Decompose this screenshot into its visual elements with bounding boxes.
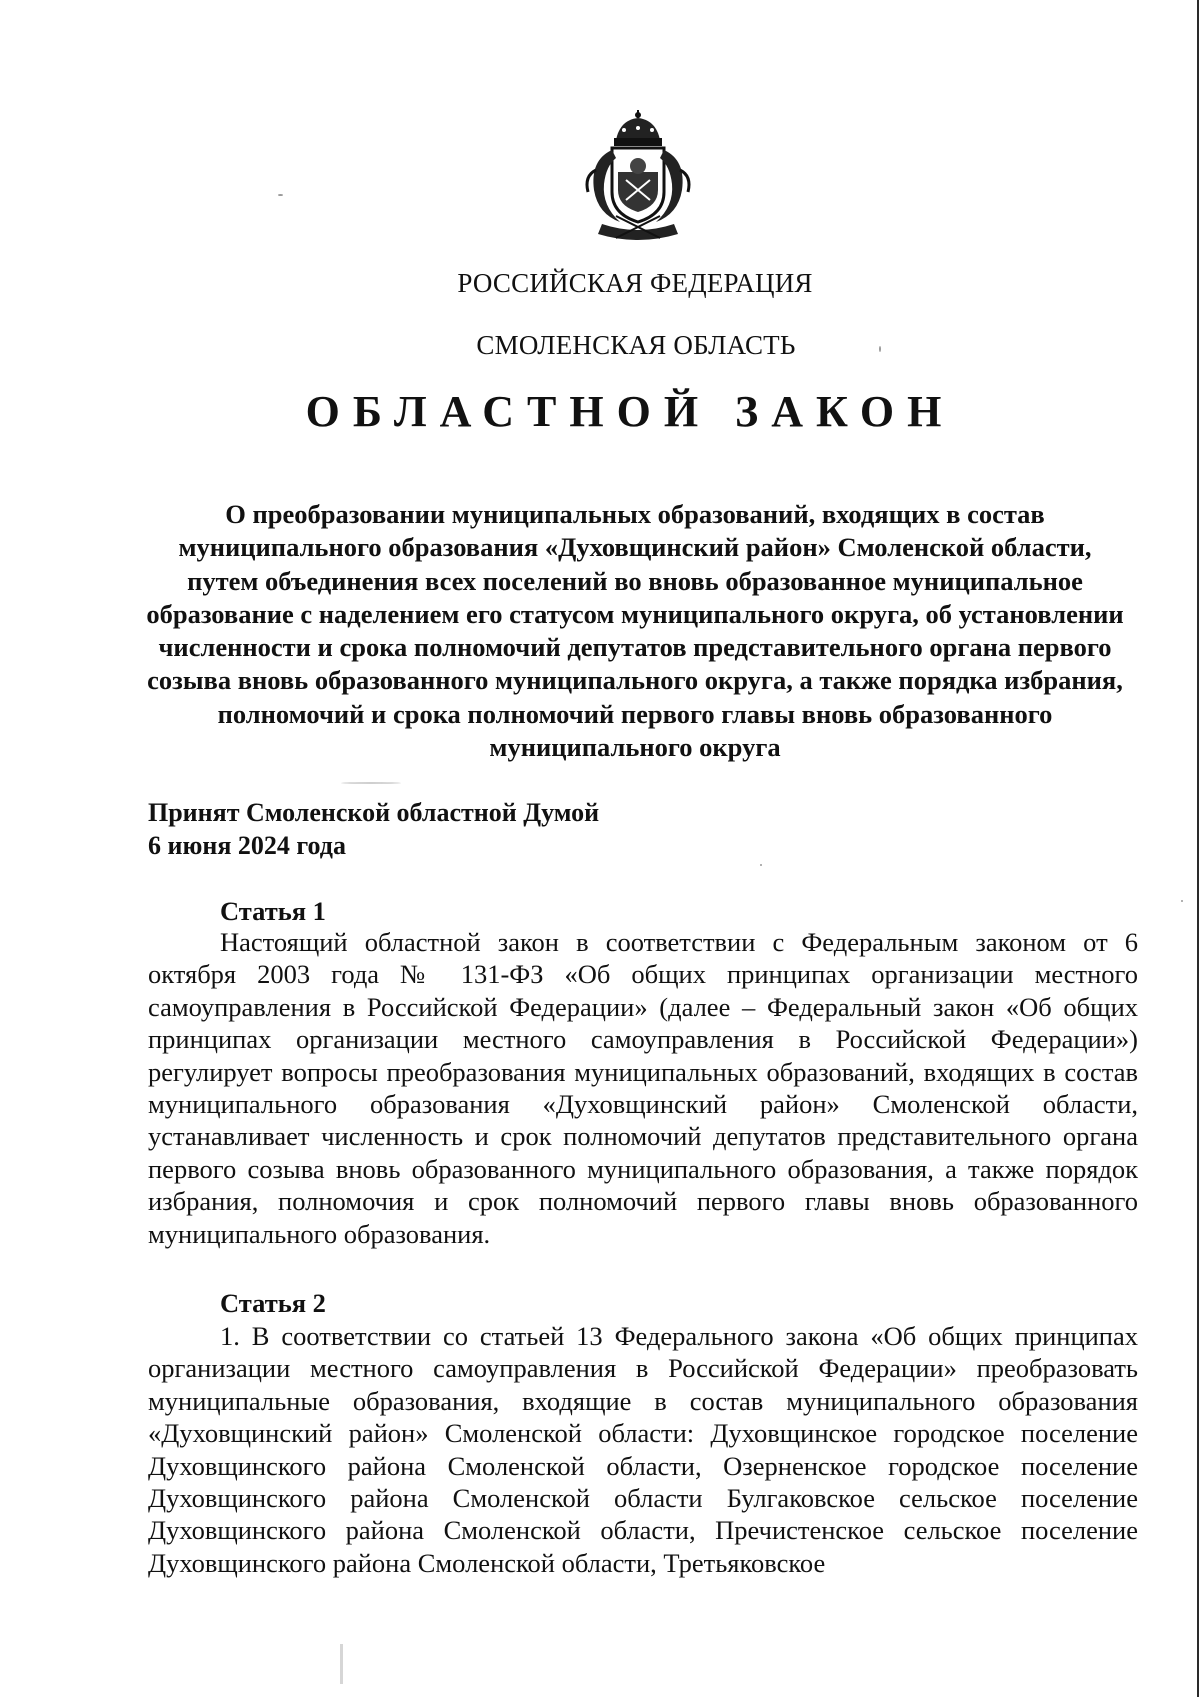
article-1-heading: Статья 1 bbox=[220, 896, 326, 926]
scan-speck bbox=[760, 864, 762, 866]
adoption-date: 6 июня 2024 года bbox=[148, 831, 346, 860]
article-2-heading: Статья 2 bbox=[220, 1288, 326, 1318]
scan-speck bbox=[1181, 900, 1183, 902]
scan-speck bbox=[879, 346, 881, 352]
country-heading: РОССИЙСКАЯ ФЕДЕРАЦИЯ bbox=[457, 268, 813, 298]
scan-speck bbox=[341, 782, 401, 784]
law-title: О преобразовании муниципальных образований, входящих в состав муниципального образования «Духовщинский район» Смоленской области, путем объединения всех поселений во вновь образованное муниципальное образование с наделением его статусом муниципального округа, об установлении численности и срока полномочий депутатов представительного органа первого созыва вновь образованного муниципального округа, а также порядка избрания, полномочий и срока полномочий первого главы вновь образованного муниципального округа bbox=[146, 499, 1124, 763]
smolensk-coat-of-arms-icon bbox=[576, 110, 700, 246]
article-2-text: 1. В соответствии со статьей 13 Федерального закона «Об общих принципах организации местного самоуправления в Российской Федерации» преобразовать муниципальные образования, входящие в состав муниципального образования «Духовщинский район» Смоленской области: Духовщинское городское поселение Духовщинского района Смоленской области, Озерненское городское поселение Духовщинского района Смоленской области Булгаковское сельское поселение Духовщинского района Смоленской области, Пречистенское сельское поселение Духовщинского района Смоленской области, Третьяковское bbox=[148, 1321, 1138, 1578]
adoption-body: Принят Смоленской областной Думой bbox=[148, 798, 600, 827]
document-type-heading: ОБЛАСТНОЙ ЗАКОН bbox=[305, 387, 955, 436]
scan-speck bbox=[278, 194, 283, 196]
region-heading: СМОЛЕНСКАЯ ОБЛАСТЬ bbox=[476, 330, 796, 360]
article-1-text: Настоящий областной закон в соответствии с Федеральным законом от 6 октября 2003 года № 131-ФЗ «Об общих принципах организации местного самоуправления в Российской Федерации» (далее – Федеральный закон «Об общих принципах организации местного самоуправления в Российской Федерации») регулирует вопросы преобразования муниципальных образований, входящих в состав муниципального образования «Духовщинский район» Смоленской области, устанавливает численность и срок полномочий депутатов представительного органа первого созыва вновь образованного муниципального образования, а также порядок избрания, полномочия и срок полномочий первого главы вновь образованного муниципального образования. bbox=[148, 927, 1138, 1249]
scan-speck bbox=[340, 1644, 343, 1684]
adoption-info bbox=[148, 796, 1048, 862]
scan-edge-line bbox=[1197, 0, 1199, 1697]
